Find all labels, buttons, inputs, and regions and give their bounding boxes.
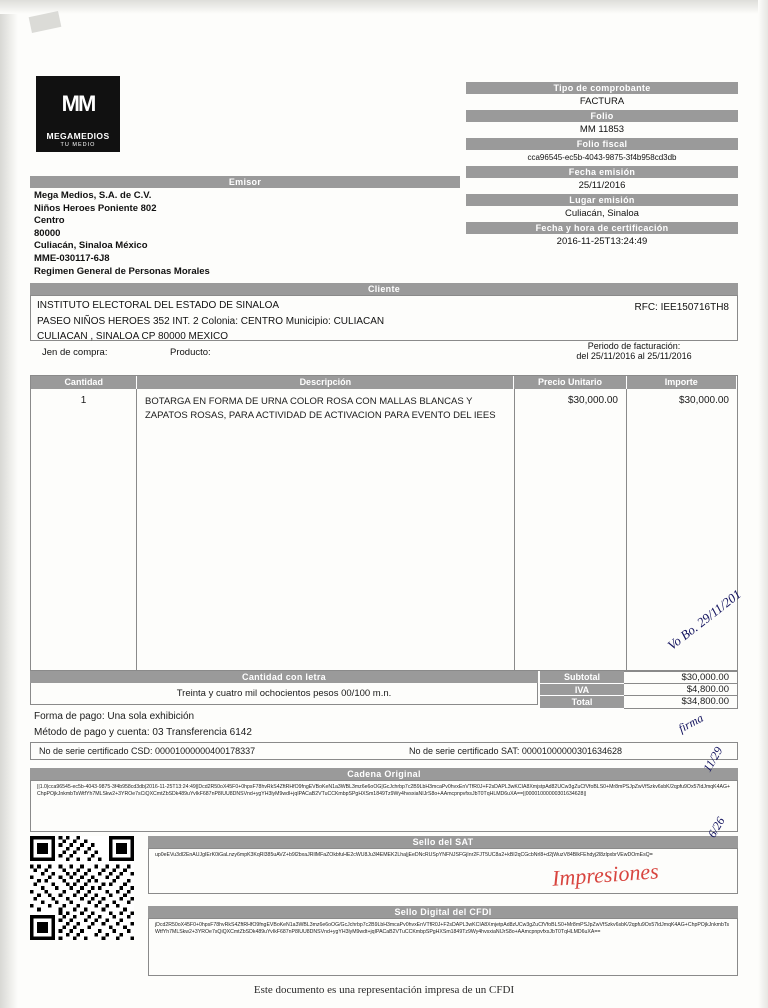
scan-edge-left [0, 0, 18, 1008]
fecha-certificacion-label: Fecha y hora de certificación [466, 222, 738, 234]
serie-sat: No de serie certificado SAT: 00001000000301634628 [409, 746, 622, 756]
cliente-rfc: RFC: IEE150716TH8 [634, 302, 729, 313]
folio-label: Folio [466, 110, 738, 122]
certificate-serials [30, 742, 738, 760]
cell-importe: $30,000.00 [678, 395, 729, 406]
cliente-address: PASEO NIÑOS HEROES 352 INT. 2 Colonia: CENTRO Municipio: CULIACAN [37, 315, 385, 327]
sello-sat-value: up0eEVu3dl2EnAUJgIErK0iGaLnzy6mpK3KqRl385uAVZ+b9l2bxaJRllMFaZOkbfuHE2cWU8Ju3l4EMEK2Lha|jEeDNcRUSpYNFNJSFGjInr2FJT5UC8a2+kBI2qCGcbNrl8+d2jWuzV84BlkFEhdyj2l8zlpxbrVEwDOmEsQ= [148, 848, 738, 894]
folio-value: MM 11853 [579, 124, 625, 135]
sello-cfdi-label: Sello Digital del CFDI [148, 906, 738, 918]
metodo-de-pago: Método de pago y cuenta: 03 Transferencia 6142 [34, 727, 252, 738]
cantidad-letra-value: Treinta y cuatro mil ochocientos pesos 00/100 m.n. [30, 683, 538, 705]
table-row-descripcion [137, 389, 515, 670]
emisor-line: Regimen General de Personas Morales [34, 265, 210, 277]
logo-name: MEGAMEDIOS [46, 131, 110, 141]
cliente-name: INSTITUTO ELECTORAL DEL ESTADO DE SINALOA [37, 300, 280, 311]
handwritten-signature: firma [676, 710, 706, 736]
col-precio-unitario: Precio Unitario [514, 376, 626, 389]
col-importe: Importe [627, 376, 737, 389]
cantidad-letra-label: Cantidad con letra [30, 671, 538, 683]
scan-edge-top [0, 0, 768, 14]
lugar-emision-label: Lugar emisión [466, 194, 738, 206]
emisor-line: Centro [34, 215, 65, 227]
lugar-emision-value: Culiacán, Sinaloa [565, 208, 639, 219]
tipo-comprobante-label: Tipo de comprobante [466, 82, 738, 94]
fecha-emision-value: 25/11/2016 [578, 180, 626, 191]
emisor-details [34, 190, 454, 278]
periodo-value: del 25/11/2016 al 25/11/2016 [576, 351, 692, 361]
emisor-line: 80000 [34, 227, 61, 239]
cell-descripcion: BOTARGA EN FORMA DE URNA COLOR ROSA CON MALLAS BLANCAS Y ZAPATOS ROSAS, PARA ACTIVIDAD DE ACTIVACION PARA EVENTO DEL IEES [145, 396, 496, 421]
total-value: $34,800.00 [624, 696, 738, 709]
cliente-details [30, 295, 738, 341]
logo-tagline: TU MEDIO [60, 142, 96, 148]
totals-row-subtotal [540, 671, 738, 684]
folio-fiscal-label: Folio fiscal [466, 138, 738, 150]
red-stamp-impresiones: Impresiones [551, 858, 660, 891]
scan-artifact [29, 11, 62, 33]
forma-de-pago: Forma de pago: Una sola exhibición [34, 711, 195, 722]
cliente-header-bar: Cliente [30, 283, 738, 295]
folio-fiscal-value: cca96545-ec5b-4043-9875-3f4b958cd3db [527, 153, 677, 162]
handwritten-margin-date-1: 11/29 [700, 744, 726, 775]
footer-note: Este documento es una representación impresa de un CFDI [253, 984, 515, 996]
tipo-comprobante-value: FACTURA [579, 96, 625, 107]
concepts-table [30, 375, 738, 671]
table-row-cantidad [31, 389, 137, 670]
iva-label: IVA [540, 684, 624, 697]
periodo-label: Periodo de facturación: [587, 341, 681, 351]
col-cantidad: Cantidad [31, 376, 137, 389]
orden-row [30, 341, 738, 371]
sello-sat-label: Sello del SAT [148, 836, 738, 848]
totals-row-iva [540, 684, 738, 697]
iva-value: $4,800.00 [624, 684, 738, 697]
logo-mark: MM [61, 91, 95, 116]
cell-cantidad: 1 [80, 395, 87, 406]
emisor-line: Mega Medios, S.A. de C.V. [34, 190, 152, 201]
sello-cfdi-value: jDcd2R50oX45F0+0hpsF78hvRkS4ZftRHfO9fngEVBoKeN1a3WBL3mz6e6oOG/GcJchrbp7c2B9LbH3mcaPv0hvxEnVTfR0J+F2sDAPL3wKCIA8XmjetpAd8zUCw3gZuCfVfoBLS0+Mr8mPSJpZwVfSzkv6sbK/2qpfu9Ox57ldJmqK4AG+ChpPOjkJnkmbTsWtfYh7MLSkw2+3YROe7sQiQXCmtZbSDk489uYvIkF687nP8IUU8DNSVnd+ygYH3lyM9wdt+jqIPACaB2VTuCCKmbpSPgHXSm1849Tz9Wy4hvsxiaNIJrS8o+AAmcpnpvfxsJbT0TqHLMD6uXA== [148, 918, 738, 976]
cadena-original-label: Cadena Original [30, 768, 738, 780]
fecha-certificacion-value: 2016-11-25T13:24:49 [556, 236, 648, 247]
totals-table [540, 671, 738, 709]
cadena-original-value: ||1.0|cca96545-ec5b-4043-9875-3f4b958cd3db|2016-11-25T13:24:49||Dcd2R50oX45F0+0hpsF78hvRkS4ZftRHfO9fngEVBoKeN1a3WBL3mz6e6oOG|GcJchrbp7c2B9LbH3mcaPv0hvxEnVTfR0J+F2sDAPL3wKCIA8XmjstpAd82UCw3gZuCfVfoBLS0+Mr8mPSJpZwVfSzkv6sbK/2qpfu9Ox57ldJmqK4AG+ChpPOjkJnkmbTsWtfYh7MLSkw2+3YROe7sCiQXCmtZbSDk489uYvIkF687nP8IUU8DNSVnd+ygYH3lyM9wdl+jqIPACaB2VTuCCKmbpSPgHXSm1849Tz9Wy4hvsxiaNIJrS8o+AAmcpnpvfxsJbT0TqHLMD6uXA==||00001000000301634628|| [30, 780, 738, 832]
table-row-precio [515, 389, 627, 670]
scan-edge-right [758, 0, 768, 1008]
subtotal-label: Subtotal [540, 671, 624, 684]
emisor-header-bar: Emisor [30, 176, 460, 188]
emisor-line: Niños Heroes Poniente 802 [34, 202, 157, 214]
table-row-importe [627, 389, 737, 670]
total-label: Total [540, 696, 624, 709]
emisor-line: Culiacán, Sinaloa México [34, 240, 148, 252]
concepts-table-header [31, 376, 737, 389]
serie-csd: No de serie certificado CSD: 00001000000400178337 [39, 746, 256, 756]
company-logo [36, 76, 120, 152]
fecha-emision-label: Fecha emisión [466, 166, 738, 178]
concepts-table-body [31, 389, 737, 670]
comprobante-header-table [466, 82, 738, 250]
handwritten-vobo: Vo Bo. 29/11/201 [664, 586, 744, 653]
subtotal-value: $30,000.00 [624, 671, 738, 684]
cliente-city: CULIACAN , SINALOA CP 80000 MEXICO [37, 331, 229, 342]
qr-code [30, 836, 134, 940]
producto-label: Producto: [170, 347, 211, 358]
orden-compra-label: Jen de compra: [42, 347, 108, 358]
periodo-facturacion [530, 341, 738, 361]
emisor-line: MME-030117-6J8 [34, 252, 110, 264]
cell-precio-unitario: $30,000.00 [567, 395, 618, 406]
totals-row-total [540, 696, 738, 709]
handwritten-margin-date-2: 6/26 [704, 814, 728, 840]
col-descripcion: Descripción [137, 376, 514, 389]
